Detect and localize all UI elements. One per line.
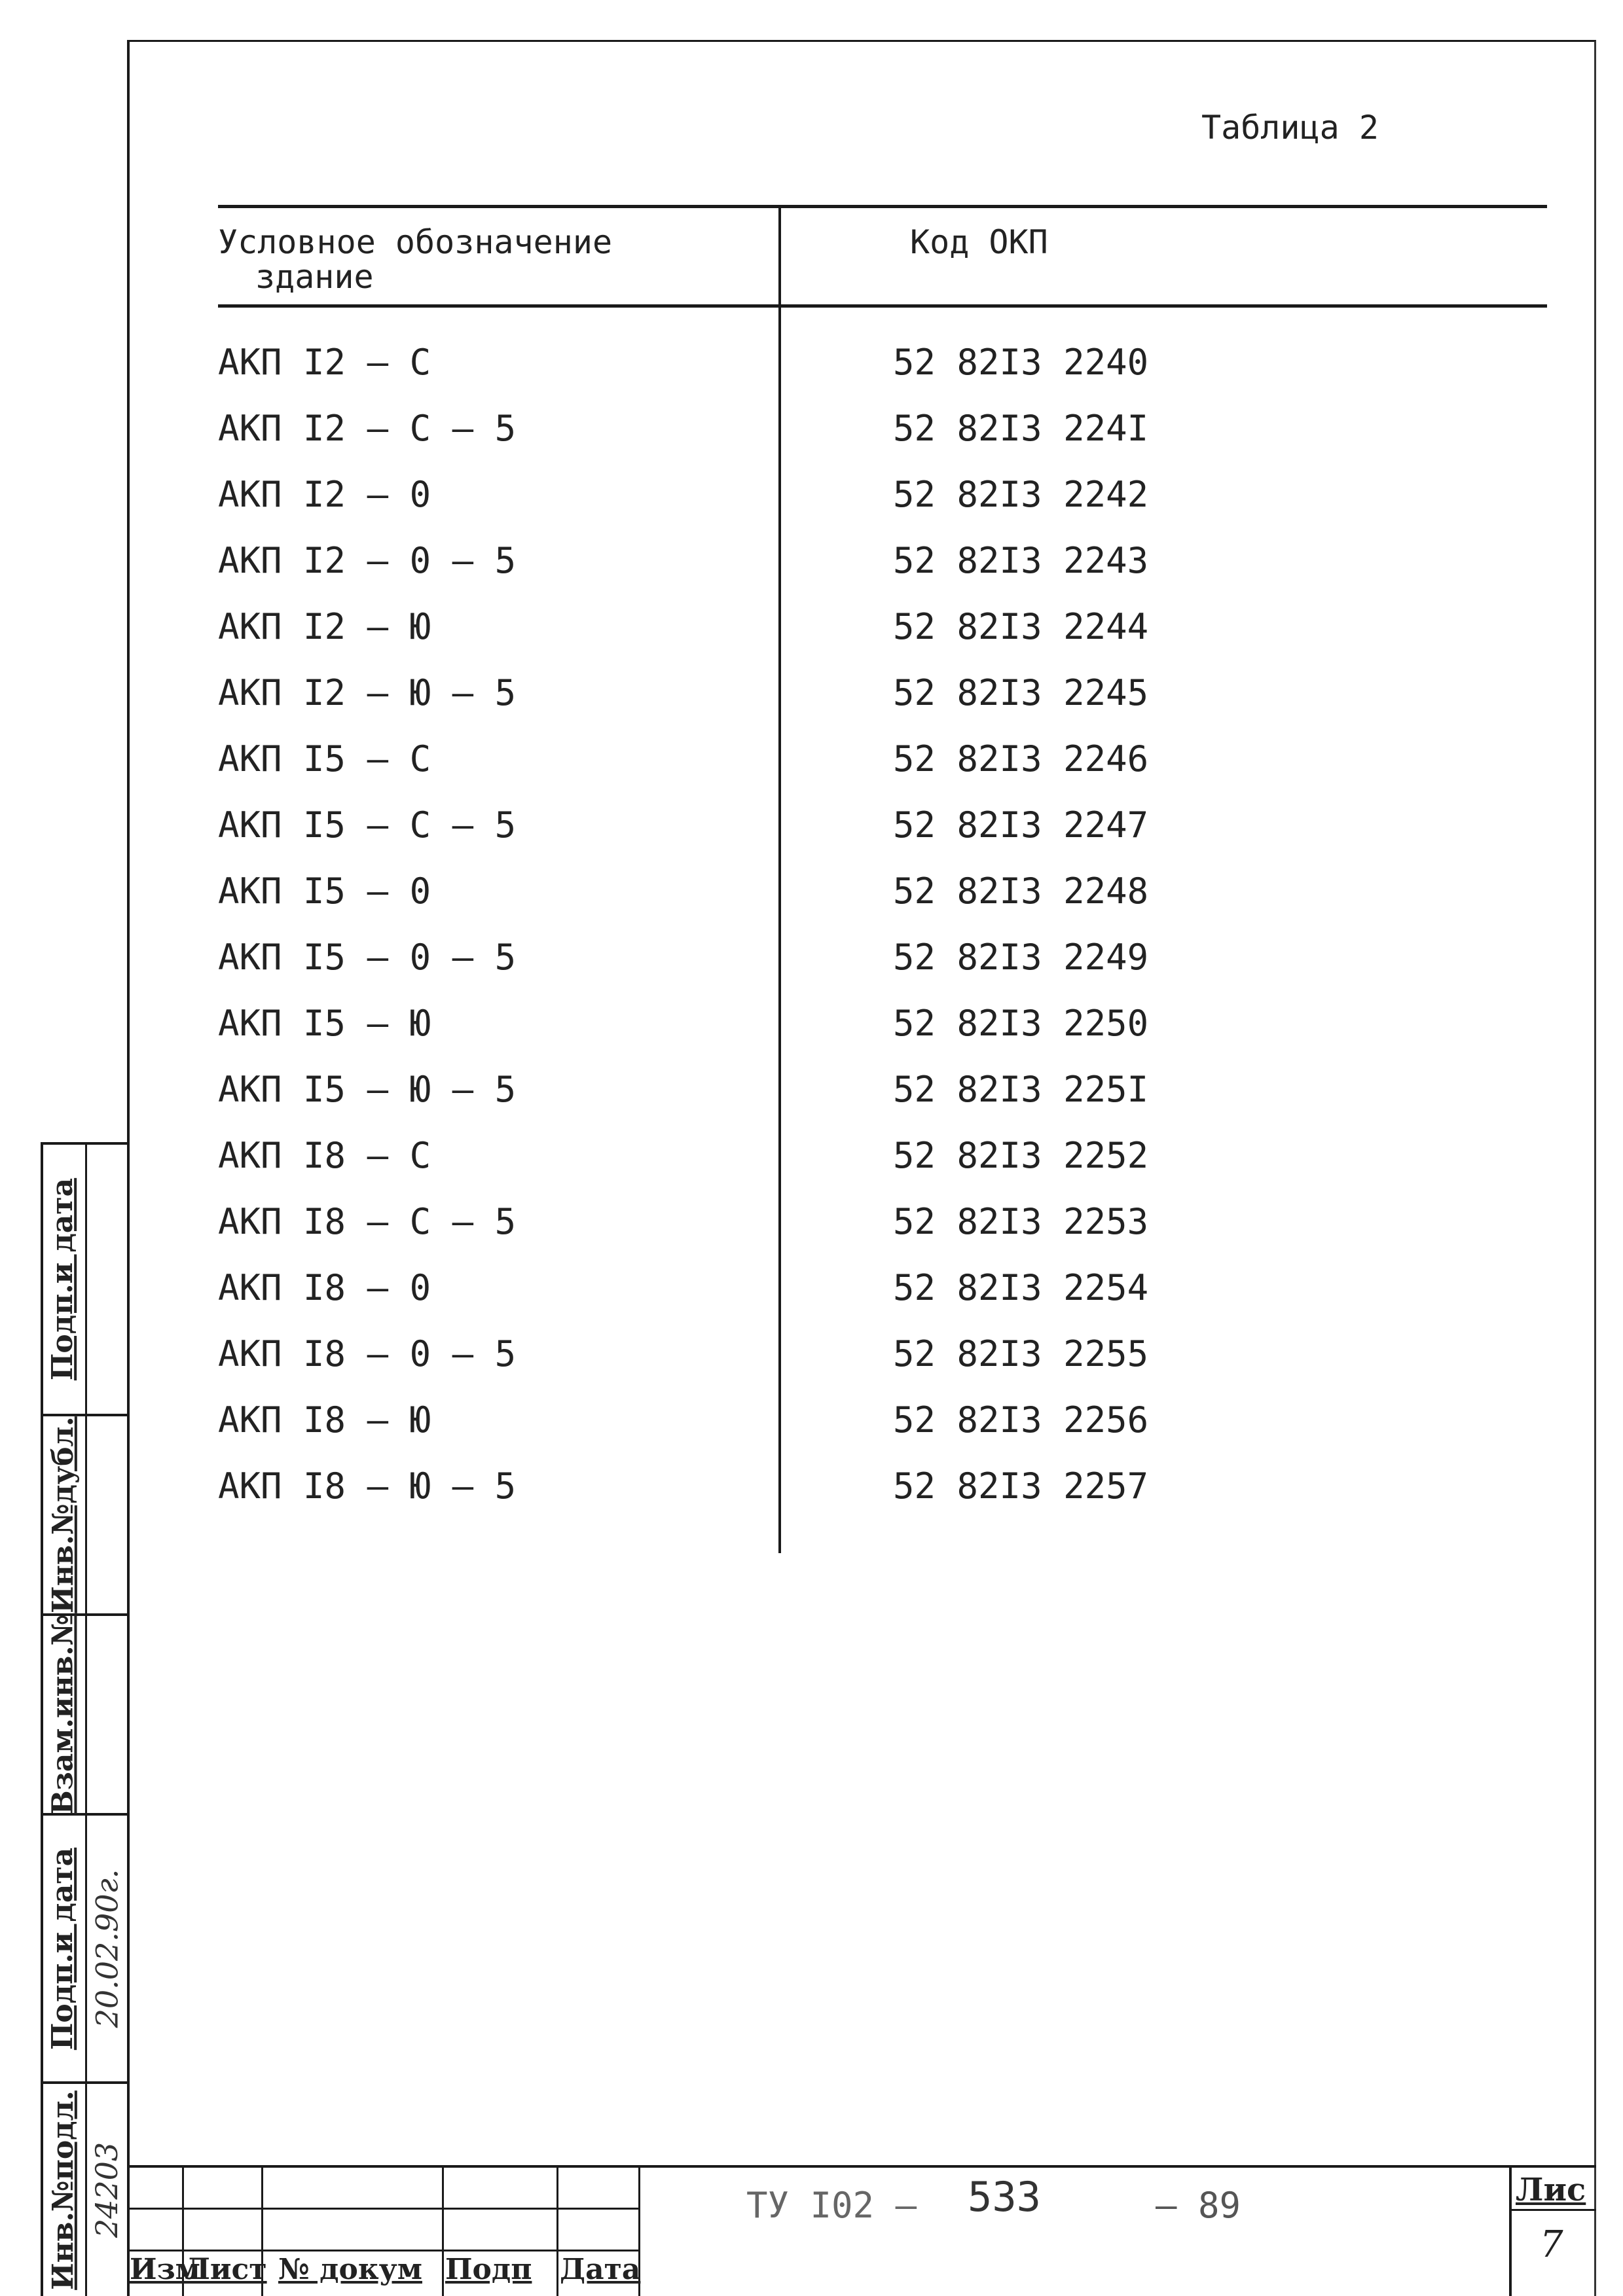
row-designation: АКП I5 – С – 5 [218,804,517,846]
sidebar-cell-podp-data-2 [41,1816,85,2081]
title-block-top [127,2165,1596,2168]
row-designation: АКП I5 – Ю – 5 [218,1069,517,1110]
row-designation: АКП I5 – 0 – 5 [218,937,517,978]
table-row [0,606,1623,672]
row-code: 52 82I3 2247 [893,804,1149,846]
table-row [0,408,1623,474]
table-row [0,1201,1623,1267]
sidebar-label-podp-data: Подп.и дата [46,1177,80,1381]
row-code: 52 82I3 2246 [893,738,1149,780]
row-code: 52 82I3 2252 [893,1135,1149,1176]
sheet-label: Лис [1516,2172,1586,2208]
sidebar-cell-podp-data-1 [41,1145,85,1414]
table-row [0,672,1623,738]
sheet-number: 7 [1540,2223,1563,2266]
sidebar-label-inv-podl: Инв.№подл. [46,2090,80,2290]
sidebar-cell-inv-podl [41,2084,85,2296]
row-designation: АКП I5 – Ю [218,1003,431,1044]
doc-designation-suffix: – 89 [1156,2185,1241,2226]
row-designation: АКП I2 – С – 5 [218,408,517,449]
row-code: 52 82I3 2244 [893,606,1149,647]
table-row [0,474,1623,540]
header-code: Код ОКП [910,223,1048,261]
row-code: 52 82I3 2253 [893,1201,1149,1242]
sidebar-cell-inv-hand [87,2084,127,2296]
row-designation: АКП I2 – 0 – 5 [218,540,517,581]
row-code: 52 82I3 2243 [893,540,1149,581]
sidebar-label-inv-dubl: Инв.№дубл. [46,1416,80,1613]
table-caption: Таблица 2 [1201,109,1379,147]
sidebar-label-podp-data-2: Подп.и дата [46,1847,80,2050]
table-row [0,870,1623,937]
row-designation: АКП I2 – С [218,342,431,383]
header-designation-line1: Условное обозначение [218,223,613,261]
row-code: 52 82I3 2250 [893,1003,1149,1044]
title-block-mid [127,2208,640,2210]
row-designation: АКП I5 – 0 [218,870,431,912]
row-designation: АКП I2 – 0 [218,474,431,515]
sidebar-cell-date-hand [87,1816,127,2081]
header-bottom-rule [218,304,1547,308]
doc-designation-number: 533 [968,2173,1041,2221]
row-code: 52 82I3 225I [893,1069,1149,1110]
row-code: 52 82I3 2242 [893,474,1149,515]
table-row [0,1135,1623,1201]
row-code: 52 82I3 2249 [893,937,1149,978]
row-designation: АКП I2 – Ю – 5 [218,672,517,713]
row-code: 52 82I3 2248 [893,870,1149,912]
row-code: 52 82I3 2255 [893,1333,1149,1374]
handwritten-inv-number: 24203 [89,2142,125,2238]
row-designation: АКП I8 – С – 5 [218,1201,517,1242]
title-block-mid-2 [127,2250,640,2251]
row-code: 52 82I3 2240 [893,342,1149,383]
row-code: 52 82I3 2256 [893,1399,1149,1441]
label-podp: Подп [445,2253,532,2286]
table-row [0,738,1623,804]
row-designation: АКП I8 – С [218,1135,431,1176]
handwritten-date: 20.02.90г. [89,1869,125,2028]
table-row [0,1003,1623,1069]
table-row [0,540,1623,606]
tb-sheet-col [1509,2165,1512,2296]
row-designation: АКП I8 – Ю – 5 [218,1465,517,1507]
label-data: Дата [560,2253,641,2286]
tb-sheet-sep [1509,2209,1596,2211]
tb-col-3 [442,2165,444,2296]
row-designation: АКП I2 – Ю [218,606,431,647]
label-list: Лист [185,2253,267,2286]
row-designation: АКП I8 – Ю [218,1399,431,1441]
table-row [0,804,1623,870]
sidebar-cell-inv-dubl [41,1416,85,1613]
table-row [0,1399,1623,1465]
table-row [0,1465,1623,1532]
label-izm: Изм [130,2253,200,2286]
row-designation: АКП I5 – С [218,738,431,780]
row-designation: АКП I8 – 0 – 5 [218,1333,517,1374]
table-row [0,1267,1623,1333]
tb-col-4 [556,2165,558,2296]
table-top-rule [218,205,1547,208]
row-code: 52 82I3 2245 [893,672,1149,713]
doc-designation-prefix: ТУ I02 – [746,2185,917,2226]
table-row [0,937,1623,1003]
row-designation: АКП I8 – 0 [218,1267,431,1308]
table-row [0,1333,1623,1399]
label-doc-no: № докум [278,2253,422,2286]
row-code: 52 82I3 224I [893,408,1149,449]
header-designation-line2: здание [255,258,374,296]
row-code: 52 82I3 2254 [893,1267,1149,1308]
table-row [0,1069,1623,1135]
sidebar-label-vzam-inv: Взам.инв.№ [46,1614,80,1815]
row-code: 52 82I3 2257 [893,1465,1149,1507]
sidebar-cell-vzam-inv [41,1616,85,1813]
table-row [0,342,1623,408]
